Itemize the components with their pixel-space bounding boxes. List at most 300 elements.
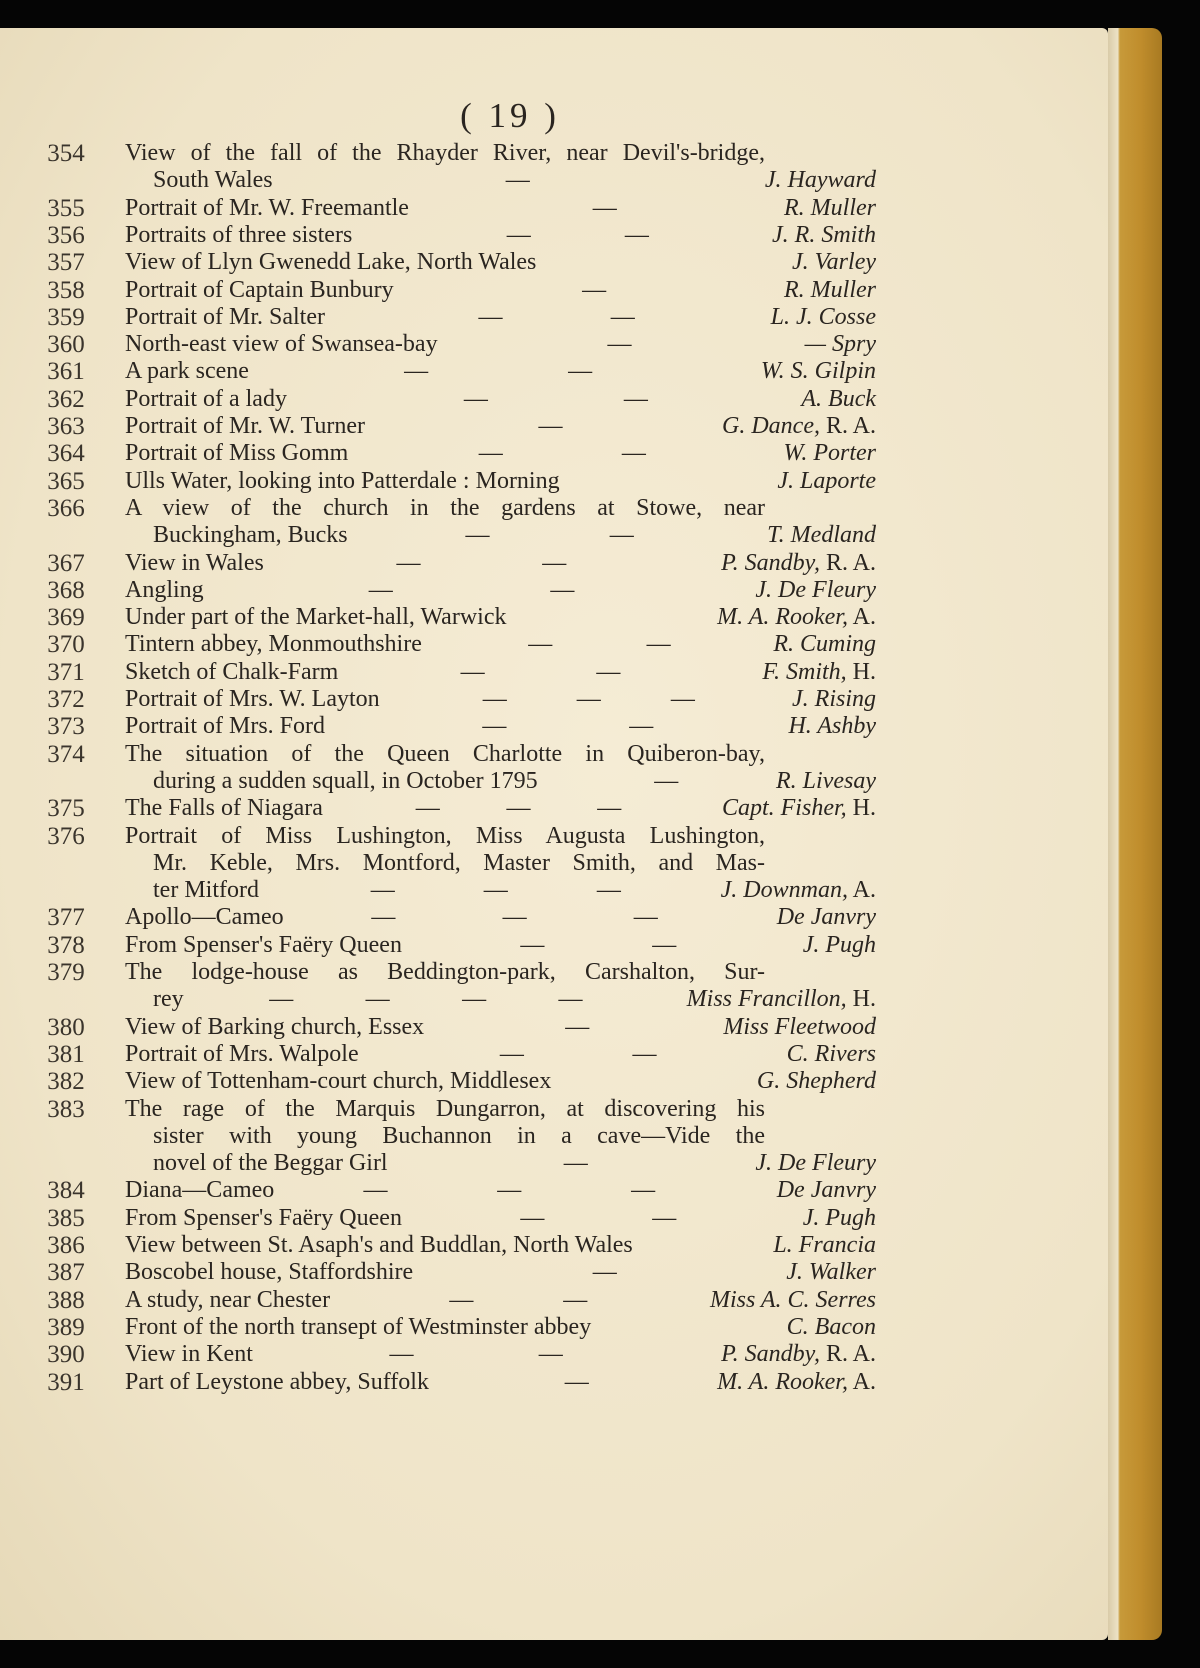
entry-title: View in Kent: [125, 1341, 253, 1368]
catalogue-entry: [0, 1205, 1108, 1232]
catalogue-entry: [0, 358, 1108, 385]
artist-name: [787, 1041, 876, 1068]
catalogue-entry: [0, 1232, 1108, 1259]
entry-line: [0, 1096, 1108, 1123]
entry-title: Portrait of Mrs. Walpole: [125, 1040, 359, 1067]
artist-name-text: W. Porter: [783, 440, 876, 467]
artist-rank: R. A.: [819, 413, 876, 439]
entry-title: View between St. Asaph's and Buddlan, North Wales: [125, 1232, 633, 1258]
artist-name-text: J. Downman,: [720, 877, 848, 904]
artist-name-text: Miss Fleetwood: [723, 1013, 876, 1040]
entry-number: 356: [47, 221, 85, 249]
entry-line: [0, 1177, 1108, 1204]
entry-number: 376: [47, 822, 85, 850]
artist-name: [788, 713, 876, 740]
leader-dash: —: [396, 549, 421, 576]
entry-title: Front of the north transept of Westminster abbey: [125, 1313, 592, 1340]
entry-number: 378: [47, 931, 85, 959]
entry-line: [0, 904, 1108, 931]
artist-name-text: J. Varley: [792, 249, 876, 276]
artist-name: [755, 577, 876, 604]
entry-line: [0, 1259, 1108, 1286]
book-spine-edge: [1108, 28, 1162, 1640]
entry-line: [0, 686, 1108, 713]
leader-dash: —: [404, 358, 429, 385]
leader-dash: —: [482, 713, 507, 740]
entry-line: [0, 959, 1108, 986]
entry-line: [0, 522, 1108, 549]
entry-title: rey: [153, 986, 184, 1013]
artist-name-text: Capt. Fisher,: [721, 795, 847, 822]
leader-dash: —: [415, 795, 440, 822]
entry-number: 375: [47, 795, 85, 823]
catalogue-entry: [0, 1259, 1108, 1286]
entry-line: [0, 932, 1108, 959]
artist-name-text: C. Rivers: [786, 1040, 876, 1067]
entry-line: [0, 222, 1108, 249]
entry-title: A study, near Chester: [125, 1286, 331, 1313]
artist-name: [723, 1014, 876, 1041]
catalogue-entry: [0, 277, 1108, 304]
leader-dash: —: [670, 686, 695, 712]
artist-name-text: R. Livesay: [776, 767, 876, 794]
artist-name: [792, 249, 876, 276]
artist-name: [786, 1259, 876, 1286]
entry-number: 369: [47, 604, 85, 632]
entry-title: View of Tottenham-court church, Middlesex: [125, 1068, 552, 1095]
entry-title: sister with young Buchannon in a cave—Vide the: [153, 1122, 765, 1149]
leader-dash: —: [506, 795, 531, 822]
artist-name-text: G. Shepherd: [756, 1068, 876, 1095]
artist-name-text: J. Pugh: [802, 931, 876, 958]
entry-number: 371: [47, 658, 85, 686]
leader-dash: —: [592, 1259, 617, 1286]
entry-title: View of Llyn Gwenedd Lake, North Wales: [125, 249, 537, 276]
entry-number: 362: [47, 385, 85, 413]
entry-number: 367: [47, 549, 85, 577]
entry-line: [0, 604, 1108, 631]
entry-title: during a sudden squall, in October 1795: [153, 767, 538, 794]
leader-dash: —: [633, 904, 658, 931]
catalogue-entry: [0, 1287, 1108, 1314]
artist-name-text: R. Muller: [784, 276, 876, 303]
leader-dash: —: [368, 576, 393, 603]
leader-dash: —: [563, 1150, 588, 1177]
artist-name-text: De Janvry: [776, 904, 876, 931]
entry-number: 357: [47, 249, 85, 277]
catalogue-entry: [0, 631, 1108, 658]
entry-line: [0, 795, 1108, 822]
catalogue-entry: [0, 304, 1108, 331]
entry-title: Portrait of Mrs. Ford: [125, 713, 325, 740]
artist-name-text: P. Sandby,: [721, 549, 820, 576]
artist-name: [803, 1205, 876, 1232]
entry-number: 389: [47, 1313, 85, 1341]
artist-name: [722, 795, 876, 822]
leader-dash: —: [269, 986, 294, 1013]
artist-name-text: L. Francia: [773, 1232, 876, 1258]
entry-line: [0, 986, 1108, 1013]
leader-dash: —: [462, 986, 487, 1013]
entry-line: [0, 1341, 1108, 1368]
artist-name: [784, 440, 876, 467]
entry-number: 360: [47, 331, 85, 359]
entry-title: Portrait of a lady: [125, 385, 287, 412]
artist-rank: A.: [847, 877, 876, 904]
entry-title: Part of Leystone abbey, Suffolk: [125, 1368, 429, 1395]
entry-title: Under part of the Market-hall, Warwick: [125, 604, 507, 631]
entry-line: [0, 195, 1108, 222]
artist-name: [757, 1068, 876, 1095]
catalogue-entry: [0, 1177, 1108, 1204]
entry-line: [0, 1123, 1108, 1150]
catalogue-entry: [0, 713, 1108, 740]
artist-name-text: F. Smith,: [762, 658, 847, 685]
entry-number: 368: [47, 576, 85, 604]
entry-line: [0, 1205, 1108, 1232]
artist-name-text: J. Pugh: [802, 1204, 876, 1231]
catalogue-entry: [0, 1041, 1108, 1068]
artist-name: [773, 1232, 876, 1259]
catalogue-entry: [0, 1014, 1108, 1041]
entry-title: Portrait of Mr. W. Turner: [125, 413, 366, 439]
leader-dash: —: [478, 303, 503, 330]
artist-name: [721, 1341, 876, 1368]
entry-number: 383: [47, 1095, 85, 1123]
leader-dash: —: [497, 1177, 522, 1204]
leader-dash: —: [596, 877, 621, 904]
catalogue-entry: [0, 495, 1108, 550]
artist-name-text: J. Hayward: [764, 167, 876, 194]
entry-line: [0, 1232, 1108, 1259]
entry-line: [0, 1314, 1108, 1341]
artist-name-text: R. Cuming: [773, 631, 876, 658]
leader-dash: —: [623, 385, 648, 412]
entry-title: Angling: [125, 576, 204, 603]
entry-line: [0, 167, 1108, 194]
artist-name: [717, 604, 876, 631]
entry-line: [0, 631, 1108, 658]
leader-dash: —: [582, 276, 607, 303]
entry-line: [0, 823, 1108, 850]
artist-rank: R. A.: [819, 549, 876, 576]
entry-line: [0, 1287, 1108, 1314]
leader-dash: —: [365, 986, 390, 1013]
leader-dash: —: [609, 522, 634, 549]
leader-dash: —: [631, 1177, 656, 1204]
leader-dash: —: [565, 1013, 590, 1040]
leader-dash: —: [389, 1341, 414, 1368]
artist-rank: H.: [846, 795, 876, 822]
catalogue-entry: [0, 331, 1108, 358]
entry-line: [0, 331, 1108, 358]
catalogue-entry: [0, 686, 1108, 713]
entry-line: [0, 1150, 1108, 1177]
entry-line: [0, 140, 1108, 167]
leader-dash: —: [463, 385, 488, 412]
leader-dash: —: [478, 440, 503, 467]
leader-dash: —: [542, 549, 567, 576]
artist-name: [722, 413, 876, 440]
entry-number: 387: [47, 1259, 85, 1287]
entry-line: [0, 1014, 1108, 1041]
entry-number: 381: [47, 1040, 85, 1068]
entry-title: North-east view of Swansea-bay: [125, 331, 438, 358]
artist-name-text: De Janvry: [776, 1177, 876, 1204]
leader-dash: —: [576, 686, 601, 712]
entry-line: [0, 358, 1108, 385]
leader-dash: —: [363, 1177, 388, 1204]
artist-name: [777, 1177, 876, 1204]
entry-line: [0, 386, 1108, 413]
artist-name-text: T. Medland: [767, 522, 876, 549]
entry-title: South Wales: [153, 167, 273, 194]
entry-line: [0, 468, 1108, 495]
entry-number: 384: [47, 1177, 85, 1205]
leader-dash: —: [607, 331, 632, 358]
entry-title: Boscobel house, Staffordshire: [125, 1259, 414, 1286]
entry-number: 385: [47, 1204, 85, 1232]
artist-rank: H.: [846, 658, 876, 685]
leader-dash: —: [654, 767, 679, 794]
leader-dash: —: [629, 713, 654, 740]
leader-dash: —: [520, 931, 545, 958]
leader-dash: —: [621, 440, 646, 467]
entry-number: 390: [47, 1341, 85, 1369]
leader-dash: —: [505, 167, 530, 194]
entry-number: 359: [47, 303, 85, 331]
entry-title: Buckingham, Bucks: [153, 522, 348, 549]
leader-dash: —: [652, 1204, 677, 1231]
artist-name-text: J. De Fleury: [755, 1150, 876, 1177]
artist-name: [767, 522, 876, 549]
artist-name-text: P. Sandby,: [721, 1341, 820, 1368]
artist-name-text: J. Rising: [792, 686, 876, 712]
leader-dash: —: [568, 358, 593, 385]
artist-name: [776, 768, 876, 795]
leader-dash: —: [371, 904, 396, 931]
artist-name: [784, 195, 876, 222]
catalogue-entry: [0, 659, 1108, 686]
entry-line: [0, 877, 1108, 904]
entry-line: [0, 1369, 1108, 1396]
artist-name: [710, 1287, 876, 1314]
entry-number: 386: [47, 1232, 85, 1259]
leader-dash: —: [632, 1040, 657, 1067]
entry-number: 388: [47, 1286, 85, 1314]
entry-title: Portrait of Captain Bunbury: [125, 276, 394, 303]
entry-number: 373: [47, 713, 85, 741]
artist-rank: R. A.: [819, 1341, 876, 1368]
artist-name: [777, 904, 876, 931]
entry-line: [0, 713, 1108, 740]
entry-title: From Spenser's Faëry Queen: [125, 1204, 402, 1231]
leader-dash: —: [538, 1341, 563, 1368]
entry-title: The rage of the Marquis Dungarron, at discovering his: [125, 1095, 765, 1122]
entry-title: The lodge-house as Beddington-park, Carshalton, Sur-: [125, 959, 765, 985]
entry-line: [0, 850, 1108, 877]
catalogue-entry: [0, 741, 1108, 796]
catalogue-entry: [0, 795, 1108, 822]
catalogue-entry: [0, 823, 1108, 905]
entry-number: 377: [47, 904, 85, 932]
artist-name-text: H. Ashby: [788, 713, 876, 740]
leader-dash: —: [592, 194, 617, 221]
artist-name: [803, 932, 876, 959]
entry-line: [0, 304, 1108, 331]
leader-dash: —: [520, 1204, 545, 1231]
catalogue-entry: [0, 468, 1108, 495]
artist-name: [773, 631, 876, 658]
entry-number: 370: [47, 631, 85, 659]
entry-line: [0, 440, 1108, 467]
artist-name-text: Miss Francillon,: [686, 986, 847, 1013]
leader-dash: —: [482, 686, 507, 712]
artist-name-text: R. Muller: [784, 194, 876, 221]
entry-number: 366: [47, 494, 85, 522]
catalogue-entry: [0, 959, 1108, 1014]
entry-title: View in Wales: [125, 549, 264, 576]
artist-name: [717, 1369, 876, 1396]
leader-dash: —: [506, 221, 531, 248]
artist-name-text: J. De Fleury: [755, 576, 876, 603]
entry-title: Sketch of Chalk-Farm: [125, 658, 339, 685]
artist-name-text: G. Dance,: [722, 413, 820, 439]
page-number-header: ( 19 ): [460, 96, 560, 135]
catalogue-entry: [0, 386, 1108, 413]
leader-dash: —: [563, 1286, 588, 1313]
entry-title: Portrait of Mr. Salter: [125, 303, 325, 330]
entry-line: [0, 1068, 1108, 1095]
catalogue-entry: [0, 1314, 1108, 1341]
entry-line: [0, 1041, 1108, 1068]
entry-title: The situation of the Queen Charlotte in Quiberon-bay,: [125, 740, 765, 767]
catalogue-entry: [0, 904, 1108, 931]
entry-title: A park scene: [125, 358, 249, 385]
entry-number: 363: [47, 413, 85, 440]
artist-name: [762, 659, 876, 686]
artist-name: [792, 686, 876, 713]
catalogue-entry: [0, 249, 1108, 276]
leader-dash: —: [597, 795, 622, 822]
leader-dash: —: [538, 413, 563, 439]
entry-title: Tintern abbey, Monmouthshire: [125, 631, 422, 658]
entry-line: [0, 277, 1108, 304]
entry-number: 358: [47, 276, 85, 304]
artist-rank: A.: [847, 604, 876, 631]
entry-number: 379: [47, 959, 85, 986]
artist-name-text: Miss A. C. Serres: [709, 1286, 876, 1313]
entry-title: Portrait of Mr. W. Freemantle: [125, 194, 409, 221]
artist-name: [805, 331, 876, 358]
artist-rank: H.: [846, 986, 876, 1013]
entry-title: Apollo—Cameo: [125, 904, 284, 931]
leader-dash: —: [596, 658, 621, 685]
entry-title: A view of the church in the gardens at Stowe, near: [125, 494, 765, 521]
entry-number: 361: [47, 358, 85, 386]
leader-dash: —: [564, 1368, 589, 1395]
entry-title: novel of the Beggar Girl: [153, 1150, 388, 1177]
artist-rank: A.: [847, 1368, 876, 1395]
artist-name-text: M. A. Rooker,: [717, 1368, 848, 1395]
artist-name: [801, 386, 876, 413]
catalogue-entry: [0, 413, 1108, 440]
artist-name: [721, 877, 876, 904]
leader-dash: —: [502, 904, 527, 931]
entry-title: Portrait of Miss Gomm: [125, 440, 349, 467]
catalogue-entry: [0, 140, 1108, 195]
entry-line: [0, 768, 1108, 795]
artist-name: [761, 358, 876, 385]
entry-line: [0, 659, 1108, 686]
catalogue-entry: [0, 1068, 1108, 1095]
catalogue-entry: [0, 440, 1108, 467]
entry-title: From Spenser's Faëry Queen: [125, 931, 402, 958]
entry-line: [0, 249, 1108, 276]
leader-dash: —: [370, 877, 395, 904]
entry-number: 354: [47, 140, 85, 167]
artist-name-text: A. Buck: [801, 385, 876, 412]
entry-number: 380: [47, 1013, 85, 1041]
entry-title: Ulls Water, looking into Patterdale : Morning: [125, 467, 560, 494]
catalogue-entry: [0, 1369, 1108, 1396]
artist-name-text: C. Bacon: [786, 1313, 876, 1340]
entry-title: The Falls of Niagara: [125, 795, 323, 822]
leader-dash: —: [460, 658, 485, 685]
artist-name: [687, 986, 876, 1013]
entry-line: [0, 413, 1108, 440]
leader-dash: —: [558, 986, 583, 1013]
artist-name-text: — Spry: [804, 331, 876, 358]
artist-name: [777, 468, 876, 495]
entry-number: 355: [47, 194, 85, 222]
entry-title: View of Barking church, Essex: [125, 1013, 425, 1040]
entry-title: View of the fall of the Rhayder River, near Devil's-bridge,: [125, 140, 765, 166]
artist-name: [787, 1314, 876, 1341]
catalogue-entry: [0, 1096, 1108, 1178]
entry-title: Portrait of Mrs. W. Layton: [125, 686, 380, 712]
artist-name: [765, 167, 876, 194]
artist-name: [721, 550, 876, 577]
leader-dash: —: [465, 522, 490, 549]
artist-name: [755, 1150, 876, 1177]
entry-title: ter Mitford: [153, 877, 259, 904]
artist-name: [772, 222, 876, 249]
catalogue-entry: [0, 1341, 1108, 1368]
catalogue-entry: [0, 932, 1108, 959]
entry-number: 374: [47, 740, 85, 768]
entry-title: Portrait of Miss Lushington, Miss Augusta Lushington,: [125, 822, 765, 849]
catalogue-entry: [0, 195, 1108, 222]
catalogue-entry: [0, 550, 1108, 577]
leader-dash: —: [550, 576, 575, 603]
entry-number: 391: [47, 1368, 85, 1396]
artist-name: [771, 304, 876, 331]
artist-name-text: J. Laporte: [777, 467, 876, 494]
artist-name-text: W. S. Gilpin: [760, 358, 876, 385]
artist-name-text: L. J. Cosse: [770, 303, 876, 330]
entry-number: 364: [47, 440, 85, 468]
entry-line: [0, 577, 1108, 604]
leader-dash: —: [610, 303, 635, 330]
artist-name-text: J. Walker: [786, 1259, 876, 1286]
leader-dash: —: [646, 631, 671, 658]
entry-title: Diana—Cameo: [125, 1177, 275, 1204]
artist-name-text: M. A. Rooker,: [717, 604, 848, 631]
entry-line: [0, 550, 1108, 577]
catalogue-entry: [0, 222, 1108, 249]
artist-name-text: J. R. Smith: [772, 221, 876, 248]
